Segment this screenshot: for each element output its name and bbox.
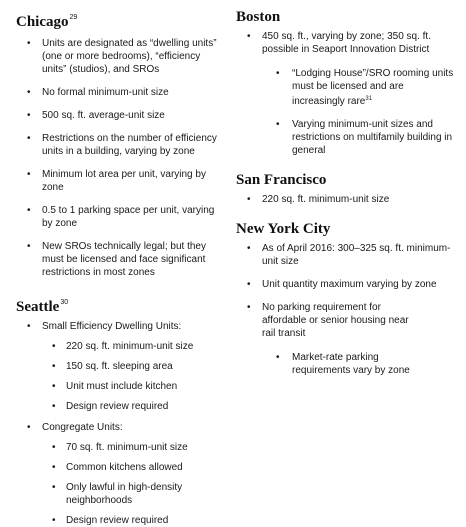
- boston-list: [236, 30, 458, 157]
- sub-list-item: • 150 sq. ft. sleeping area: [52, 361, 173, 372]
- sub-list-item: • Common kitchens allowed: [52, 462, 183, 473]
- boston-sublist: [262, 67, 458, 157]
- sub-list-item: • Design review required: [52, 515, 169, 526]
- list-item: • New SROs technically legal; but they must be licensed and face significant restrictions in most zones: [27, 241, 206, 278]
- list-item: • No formal minimum-unit size: [27, 87, 169, 98]
- city-heading-new-york-city: New York City: [236, 221, 331, 237]
- list-item: • No parking requirement for affordable or senior housing near rail transit • Market-rate parking requirements vary by zone: [236, 301, 458, 377]
- seattle-sedu-sublist: [42, 340, 226, 413]
- city-heading-seattle: Seattle$^{30}$: [16, 299, 69, 315]
- list-item: • Unit quantity maximum varying by zone: [247, 279, 437, 290]
- chicago-list: [16, 37, 226, 279]
- left-column: [16, 8, 226, 527]
- list-item: • As of April 2016: 300–325 sq. ft. minimum-unit size: [247, 243, 451, 267]
- nyc-list: [236, 242, 458, 377]
- sub-list-item: • Design review required: [52, 401, 169, 412]
- sf-list: [236, 193, 458, 206]
- city-heading-san-francisco: San Francisco: [236, 172, 327, 188]
- list-item: • 0.5 to 1 parking space per unit, varying by zone: [27, 205, 215, 229]
- city-heading-boston: Boston: [236, 9, 281, 25]
- sub-list-item: • Only lawful in high-density neighborhoods: [52, 482, 183, 506]
- sub-list-item: • 220 sq. ft. minimum-unit size: [52, 341, 194, 352]
- sub-list-item: • 70 sq. ft. minimum-unit size: [52, 442, 188, 453]
- list-item: • Small Efficiency Dwelling Units: • 220 sq. ft. minimum-unit size • 150 sq. ft. sleeping area • Unit must include kitchen • Design review required: [16, 320, 226, 413]
- list-item: • 220 sq. ft. minimum-unit size: [247, 194, 390, 205]
- sub-list-item: • Market-rate parking requirements vary by zone: [276, 352, 410, 376]
- sub-list-item: • Varying minimum-unit sizes and restrictions on multifamily building in general: [276, 119, 453, 156]
- list-item: • Restrictions on the number of efficiency units in a building, varying by zone: [27, 133, 217, 157]
- seattle-list: [16, 320, 226, 527]
- list-item: • Minimum lot area per unit, varying by zone: [27, 169, 206, 193]
- seattle-congregate-sublist: [42, 441, 226, 527]
- right-column: [236, 8, 458, 377]
- footnote-ref: 29: [69, 14, 78, 21]
- list-item: • Units are designated as “dwelling units” (one or more bedrooms), “efficiency units” (studios), and SROs: [27, 38, 217, 75]
- footnote-ref: 30: [60, 299, 69, 306]
- sub-list-item: • “Lodging House”/SRO rooming units must be licensed and are increasingly rare$^{31}$: [276, 68, 454, 107]
- list-item: • Congregate Units: • 70 sq. ft. minimum-unit size • Common kitchens allowed • Only lawful in high-density neighborhoods • Design review required: [16, 421, 226, 527]
- footnote-ref: 31: [365, 96, 373, 102]
- city-heading-chicago: Chicago$^{29}$: [16, 14, 78, 30]
- sub-list-item: • Unit must include kitchen: [52, 381, 178, 392]
- list-item: • 450 sq. ft., varying by zone; 350 sq. ft. possible in Seaport Innovation District • “Lodging House”/SRO rooming units must be licensed and are increasingly rare$^{31}$ • Varying minimum-unit sizes and restrictions on multifamily building in general: [236, 30, 458, 157]
- nyc-sublist: [262, 351, 418, 377]
- list-item: • 500 sq. ft. average-unit size: [27, 110, 165, 121]
